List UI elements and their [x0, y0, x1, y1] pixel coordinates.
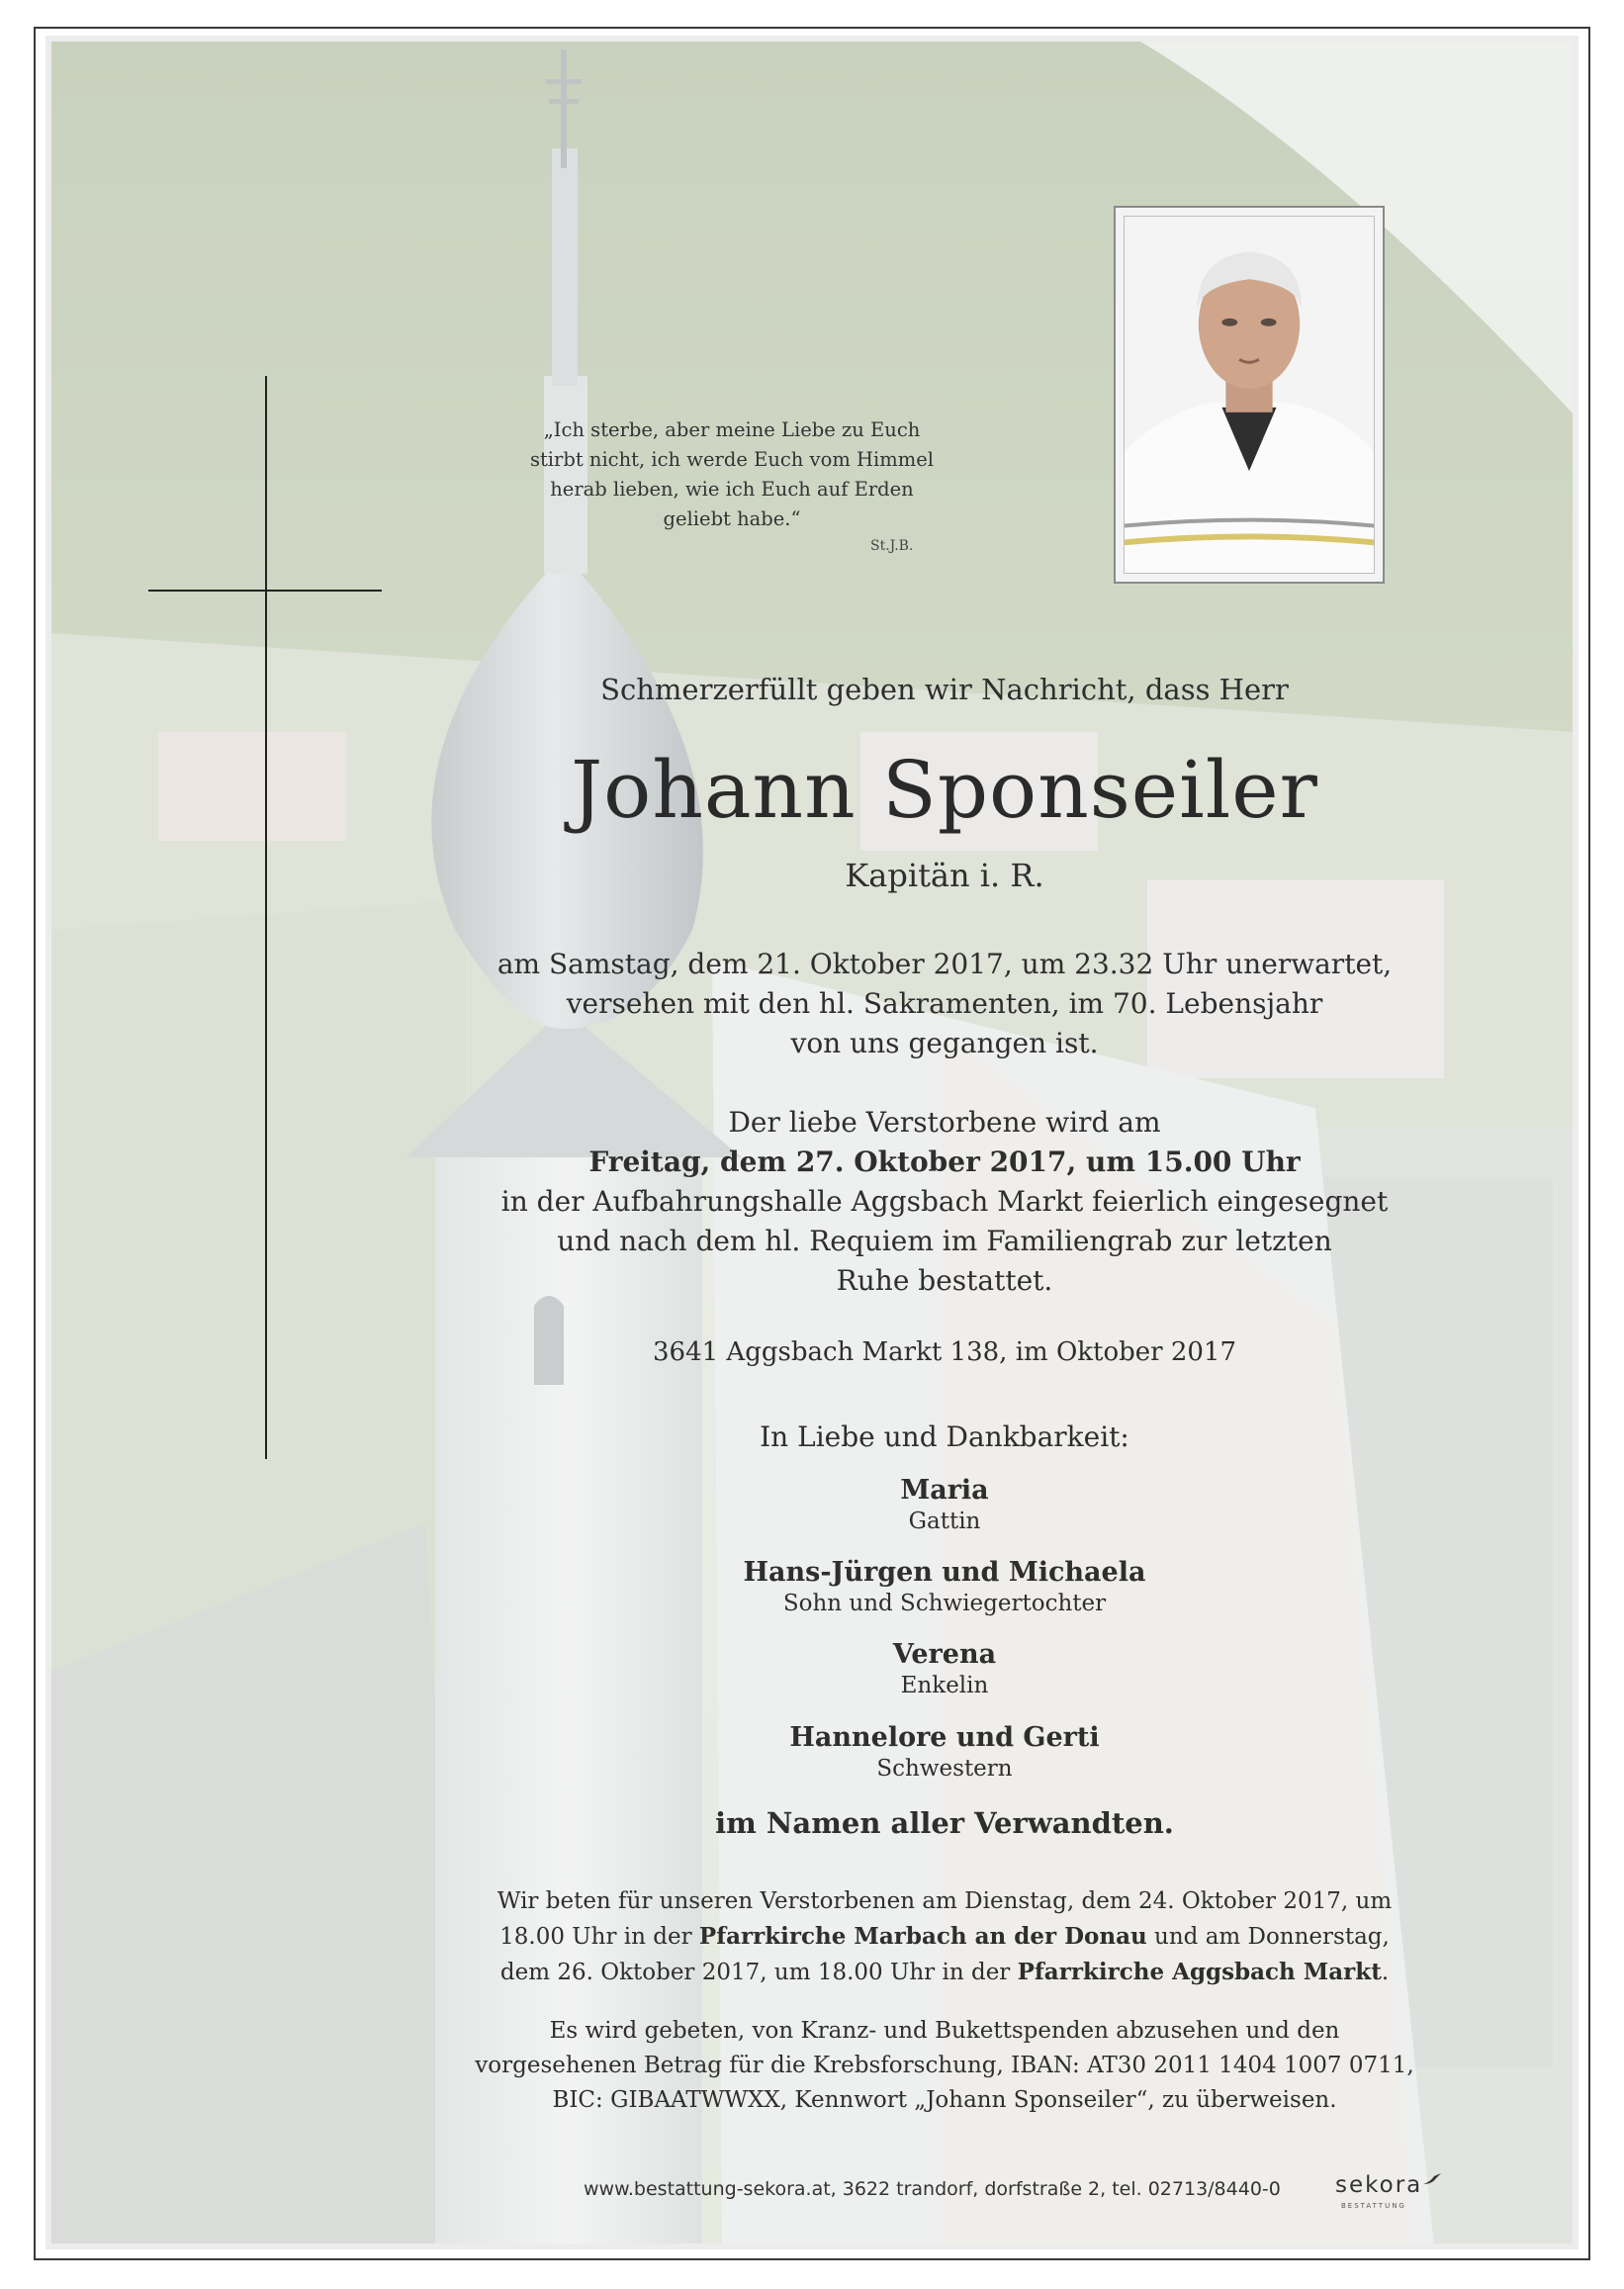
funeral-line: in der Aufbahrungshalle Aggsbach Markt feierlich eingesegnet [500, 1185, 1389, 1218]
mourner-relation: Sohn und Schwiegertochter [782, 1591, 1107, 1616]
funeral-date: Freitag, dem 27. Oktober 2017, um 15.00 Uhr [588, 1145, 1301, 1178]
deceased-name: Johann Sponseiler [571, 744, 1318, 836]
prayer-line [415, 1955, 1474, 1990]
prayer-line [415, 1919, 1474, 1955]
bird-icon [1422, 2172, 1442, 2186]
prayer-text: 18.00 Uhr in der [499, 1924, 699, 1950]
quote-line: herab lieben, wie ich Euch auf Erden [550, 478, 914, 501]
prayer-notice [415, 1884, 1474, 1990]
mourner-entry [415, 1638, 1474, 1699]
funeral-line: Der liebe Verstorbene wird am [728, 1106, 1161, 1139]
donation-line: BIC: GIBAATWWXX, Kennwort „Johann Sponseiler“, zu überweisen. [552, 2087, 1337, 2113]
death-notice-line: versehen mit den hl. Sakramenten, im 70. Lebensjahr [566, 987, 1323, 1020]
logo-text: sekora [1335, 2172, 1423, 2198]
portrait-frame [1114, 206, 1385, 584]
mourner-entry [415, 1721, 1474, 1783]
place-date: 3641 Aggsbach Markt 138, im Oktober 2017 [652, 1337, 1237, 1367]
mourner-entry [415, 1474, 1474, 1535]
donation-line: Es wird gebeten, von Kranz- und Bukettspenden abzusehen und den [549, 2018, 1340, 2044]
mourner-relation: Enkelin [900, 1673, 989, 1698]
funeral-line: und nach dem hl. Requiem im Familiengrab zur letzten [557, 1225, 1332, 1257]
quote-line: stirbt nicht, ich werde Euch vom Himmel [529, 448, 935, 471]
memorial-quote [514, 415, 949, 534]
church-aggsbach: Pfarrkirche Aggsbach Markt [1017, 1959, 1382, 1985]
mourner-relation: Schwestern [876, 1756, 1013, 1782]
cross-horizontal [148, 590, 382, 592]
mourner-relation: Gattin [908, 1509, 981, 1534]
sekora-logo [1335, 2172, 1442, 2198]
prayer-line: Wir beten für unseren Verstorbenen am Dienstag, dem 24. Oktober 2017, um [496, 1888, 1393, 1914]
donation-line: vorgesehenen Betrag für die Krebsforschung, IBAN: AT30 2011 1404 1007 0711, [475, 2053, 1414, 2078]
mourner-name: Hannelore und Gerti [789, 1722, 1100, 1753]
mourner-name: Maria [900, 1475, 989, 1506]
deceased-title: Kapitän i. R. [845, 857, 1044, 894]
mourner-name: Hans-Jürgen und Michaela [743, 1557, 1146, 1588]
prayer-text: . [1381, 1960, 1390, 1985]
cross-vertical [265, 376, 267, 1459]
funeral-line: Ruhe bestattet. [836, 1264, 1053, 1297]
church-marbach: Pfarrkirche Marbach an der Donau [698, 1923, 1147, 1950]
footer-contact: www.bestattung-sekora.at, 3622 trandorf, dorfstraße 2, tel. 02713/8440-0 [584, 2178, 1281, 2200]
quote-author: St.J.B. [870, 538, 914, 554]
family-closing: im Namen aller Verwandten. [715, 1806, 1174, 1840]
prayer-text: und am Donnerstag, [1146, 1924, 1390, 1950]
mourner-name: Verena [892, 1639, 997, 1670]
announcement-line: Schmerzerfüllt geben wir Nachricht, dass Herr [600, 673, 1289, 706]
death-notice-line: am Samstag, dem 21. Oktober 2017, um 23.32 Uhr unerwartet, [496, 948, 1393, 980]
donation-notice [415, 2014, 1474, 2118]
death-notice-line: von uns gegangen ist. [790, 1027, 1099, 1059]
thanks-heading: In Liebe und Dankbarkeit: [760, 1420, 1129, 1453]
death-notice [415, 945, 1474, 1063]
funeral-details [415, 1103, 1474, 1301]
mourner-entry [415, 1556, 1474, 1617]
quote-line: geliebt habe.“ [663, 507, 801, 530]
prayer-text: dem 26. Oktober 2017, um 18.00 Uhr in der [499, 1960, 1018, 1985]
quote-line: „Ich sterbe, aber meine Liebe zu Euch [543, 418, 921, 441]
portrait-photo [1124, 216, 1375, 574]
logo-subtitle: BESTATTUNG [1341, 2202, 1406, 2210]
